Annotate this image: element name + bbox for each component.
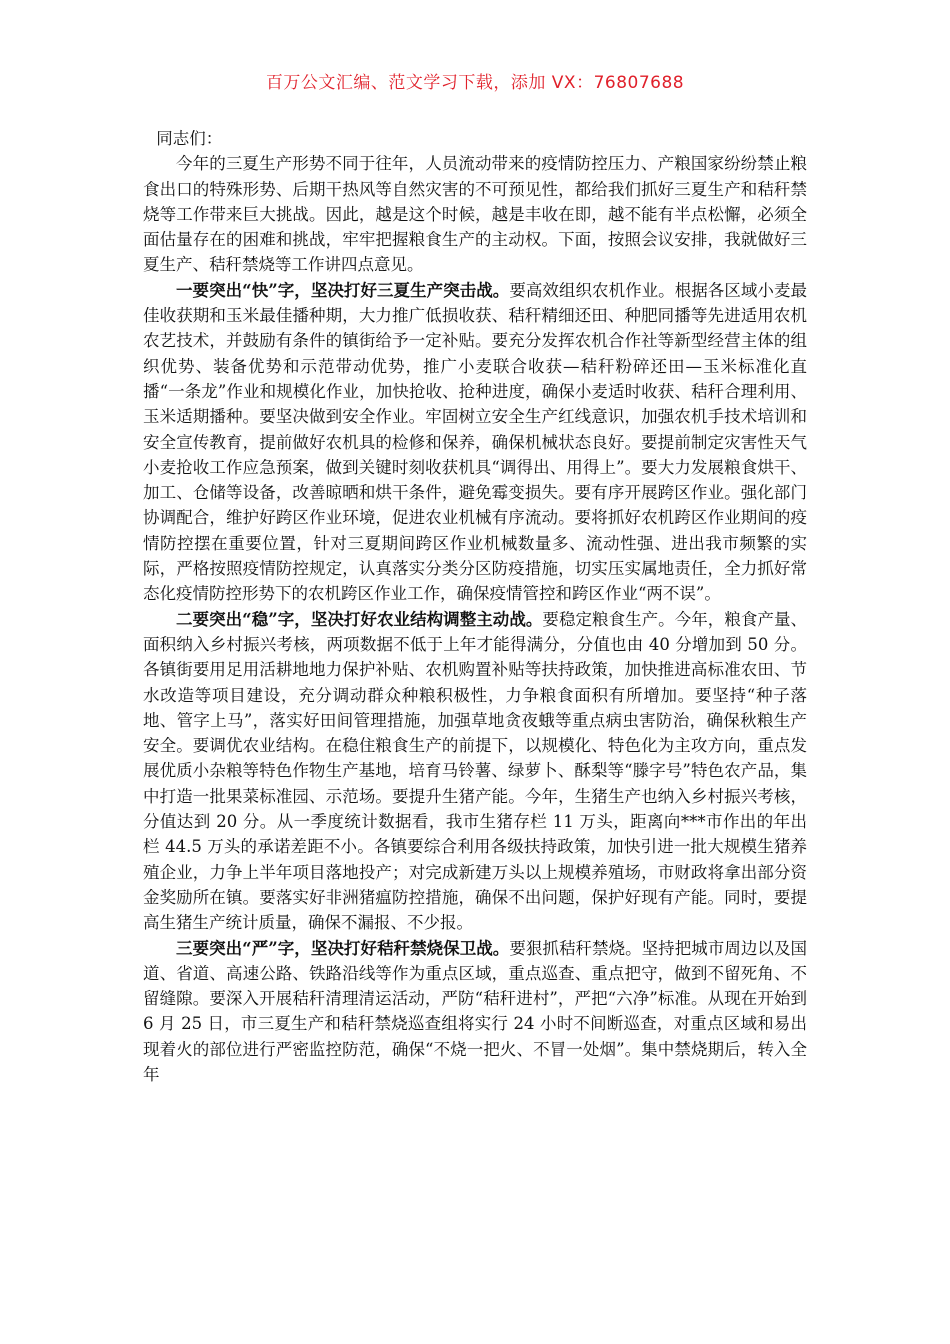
intro-paragraph: 今年的三夏生产形势不同于往年，人员流动带来的疫情防控压力、产粮国家纷纷禁止粮食出口的特殊形势、后期干热风等自然灾害的不可预见性，都给我们抓好三夏生产和秸秆禁烧等工作带来巨大挑战。因此，越是这个时候，越是丰收在即，越不能有半点松懈，必须全面估量存在的困难和挑战，牢牢把握粮食生产的主动权。下面，按照会议安排，我就做好三夏生产、秸秆禁烧等工作讲四点意见。 [143,154,807,275]
section-paragraph-3 [143,936,807,1088]
salutation: 同志们： [156,129,223,148]
section-heading-2: 二要突出“稳”字，坚决打好农业结构调整主动战。 [176,609,543,629]
section-text-2: 要稳定粮食生产。今年，粮食产量、面积纳入乡村振兴考核，两项数据不低于上年才能得满分，分值也由 40 分增加到 50 分。各镇街要用足用活耕地地力保护补贴、农机购置补贴等扶持政策，加快推进高标准农田、节水改造等项目建设，充分调动群众种粮积极性，力争粮食面积有所增加。要坚持“种子落地、管字上马”，落实好田间管理措施，加强草地贪夜蛾等重点病虫害防治，确保秋粮生产安全。要调优农业结构。在稳住粮食生产的前提下，以规模化、特色化为主攻方向，重点发展优质小杂粮等特色作物生产基地，培育马铃薯、绿萝卜、酥梨等“滕字号”特色农产品，集中打造一批果菜标准园、示范场。要提升生猪产能。今年，生猪生产也纳入乡村振兴考核，分值达到 20 分。从一季度统计数据看，我市生猪存栏 11 万头，距离向***市作出的年出栏 44.5 万头的承诺差距不小。各镇要综合利用各级扶持政策，加快引进一批大规模生猪养殖企业，力争上半年项目落地投产；对完成新建万头以上规模养殖场，市财政将拿出部分资金奖励所在镇。要落实好非洲猪瘟防控措施，确保不出问题，保护好现有产能。同时，要提高生猪生产统计质量，确保不漏报、不少报。 [143,609,808,933]
section-text-1: 要高效组织农机作业。根据各区域小麦最佳收获期和玉米最佳播种期，大力推广低损收获、秸秆精细还田、种肥同播等先进适用农机农艺技术，并鼓励有条件的镇街给予一定补贴。要充分发挥农机合作社等新型经营主体的组织优势、装备优势和示范带动优势，推广小麦联合收获—秸秆粉碎还田—玉米标准化直播“一条龙”作业和规模化作业，加快抢收、抢种进度，确保小麦适时收获、秸秆合理利用、玉米适期播种。要坚决做到安全作业。牢固树立安全生产红线意识，加强农机手技术培训和安全宣传教育，提前做好农机具的检修和保养，确保机械状态良好。要提前制定灾害性天气小麦抢收工作应急预案，做到关键时刻收获机具“调得出、用得上”。要大力发展粮食烘干、加工、仓储等设备，改善晾晒和烘干条件，避免霉变损失。要有序开展跨区作业。强化部门协调配合，维护好跨区作业环境，促进农业机械有序流动。要将抓好农机跨区作业期间的疫情防控摆在重要位置，针对三夏期间跨区作业机械数量多、流动性强、进出我市频繁的实际，严格按照疫情防控规定，认真落实分类分区防疫措施，切实压实属地责任，全力抓好常态化疫情防控形势下的农机跨区作业工作，确保疫情管控和跨区作业“两不误”。 [143,280,808,604]
section-text-3: 要狠抓秸秆禁烧。坚持把城市周边以及国道、省道、高速公路、铁路沿线等作为重点区域，重点巡查、重点把守，做到不留死角、不留缝隙。要深入开展秸秆清理清运活动，严防“秸秆进村”，严把“六净”标准。从现在开始到 6 月 25 日，市三夏生产和秸秆禁烧巡查组将实行 24 小时不间断巡查，对重点区域和易出现着火的部位进行严密监控防范，确保“不烧一把火、不冒一处烟”。集中禁烧期后，转入全年 [143,938,808,1084]
header-banner: 百万公文汇编、范文学习下载，添加 VX：76807688 [265,73,685,93]
section-paragraph-2 [143,607,807,936]
section-heading-3: 三要突出“严”字，坚决打好秸秆禁烧保卫战。 [176,938,510,958]
section-heading-1: 一要突出“快”字，坚决打好三夏生产突击战。 [176,280,510,300]
document-body [143,126,807,1087]
section-paragraph-1 [143,278,807,607]
